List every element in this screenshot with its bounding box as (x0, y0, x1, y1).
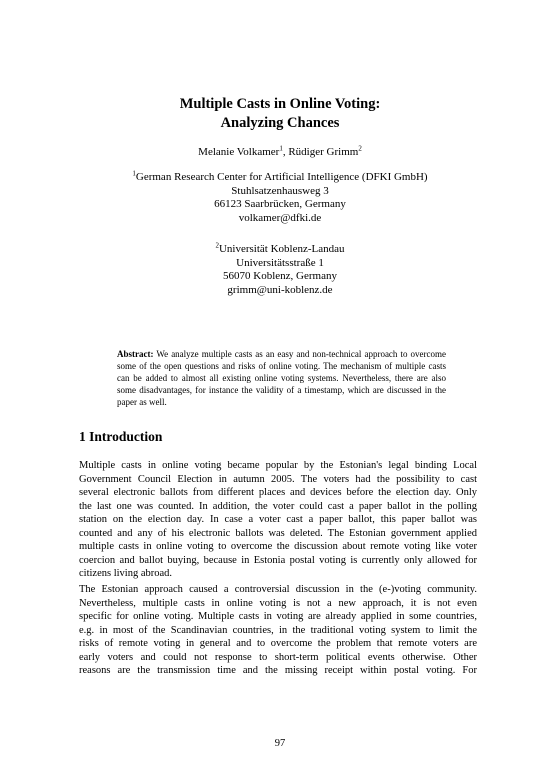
section-title: Introduction (89, 429, 163, 444)
paper-title-line-2: Analyzing Chances (220, 115, 340, 131)
affiliation-block (0, 243, 560, 297)
affiliation-email: volkamer@dfki.de (238, 211, 322, 224)
affiliation-street: Stuhlsatzenhausweg 3 (231, 184, 329, 197)
paragraph-line: Nevertheless, multiple casts in online voting is not a new approach, it is not even (79, 597, 477, 609)
paragraph-line: station on the election day. In case a voter cast a paper ballot, this paper ballot was (79, 514, 477, 525)
page-number: 97 (274, 738, 286, 749)
body-paragraph (79, 459, 477, 581)
affiliation-city: 56070 Koblenz, Germany (223, 270, 337, 282)
author-name: Rüdiger Grimm (288, 146, 359, 158)
paragraph-line: multiple casts in online voting to overcome the discussion about remote voting like voter (79, 541, 477, 552)
paragraph-line: early voters and could not response to short-term political events otherwise. Other (79, 651, 477, 663)
paragraph-line: specific for online voting. Multiple casts in voting are already applied in some countries, (79, 611, 477, 622)
affiliation-institution: German Research Center for Artificial Intelligence (DFKI GmbH) (135, 171, 428, 183)
author-name: Melanie Volkamer (198, 146, 280, 158)
affiliation-city: 66123 Saarbrücken, Germany (214, 198, 346, 210)
paragraph-line: risks of remote voting in general and to overcome the problem that remote voters are (79, 638, 477, 649)
section-number: 1 (79, 429, 86, 444)
affiliation-institution: Universität Koblenz-Landau (218, 243, 345, 255)
affiliation-street: Universitätsstraße 1 (236, 256, 324, 269)
paragraph-line: citizens living abroad. (79, 568, 173, 579)
paragraph-line: Government Council Election in autumn 2005. The voters had the possibility to cast (79, 473, 477, 485)
author-affiliation-marker: 1 (279, 144, 283, 153)
paragraph-line: the last one was counted. In addition, the voter could cast a paper ballot in the polling (79, 500, 477, 512)
affiliation-marker: 1 (132, 169, 136, 178)
paragraph-line: several electronic ballots from different places and devices before the election day. Only (79, 487, 477, 498)
abstract-text: We analyze multiple casts as an easy and non-technical approach to overcome some of the open questions and risks of online voting. The mechanism of multiple casts can be added to almost all existing online voting systems. Nevertheless, there are also some disadvantages, for instance the validity of a timestamp, which are discussed in the paper as well. (117, 349, 446, 407)
paragraph-line: reasons are the transmission time and the missing receipt within postal voting. For (79, 665, 477, 676)
paragraph-line: counted and any of his electronic ballots was deleted. The Estonian government applied (79, 527, 477, 539)
affiliation-email: grimm@uni-koblenz.de (227, 283, 333, 296)
affiliation-block (0, 171, 560, 225)
abstract (117, 348, 446, 408)
author-line (0, 146, 560, 159)
paragraph-line: The Estonian approach caused a controversial discussion in the (e-)voting community. (79, 584, 477, 595)
paragraph-line: Multiple casts in online voting became popular by the Estonian's legal binding Local (79, 460, 477, 471)
paper-title-line-1: Multiple Casts in Online Voting: (179, 96, 381, 112)
paragraph-line: coercion and ballot buying, because in Estonia postal voting is currently only allowed for (79, 554, 477, 566)
body-paragraph (79, 583, 477, 678)
section-heading (79, 429, 162, 445)
author-affiliation-marker: 2 (358, 144, 362, 153)
abstract-label: Abstract: (117, 349, 154, 359)
author-separator: , (282, 146, 289, 158)
paragraph-line: e.g. in most of the Scandinavian countries, in the traditional voting system to limit the (79, 624, 477, 636)
affiliation-marker: 2 (215, 241, 219, 250)
